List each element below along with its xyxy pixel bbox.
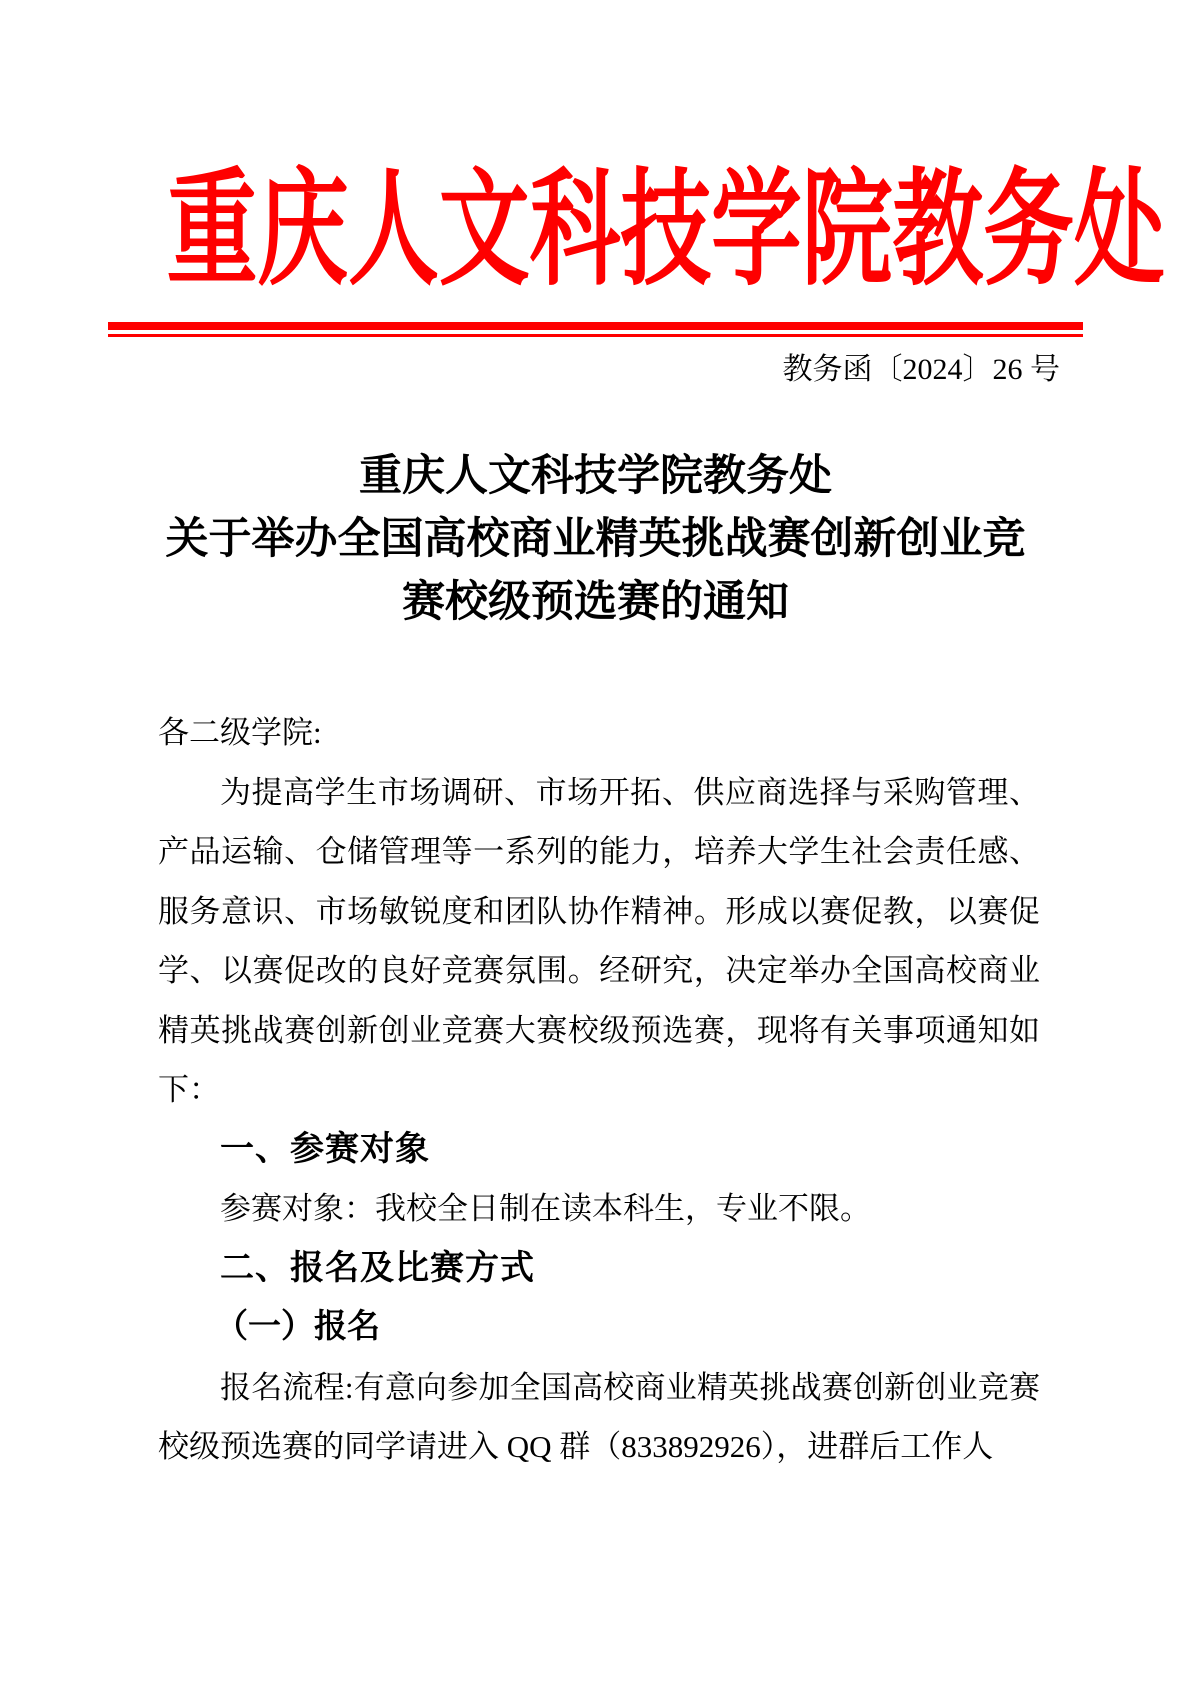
section-1-heading: 一、参赛对象 (220, 1129, 430, 1168)
section-2-heading: 二、报名及比赛方式 (220, 1248, 535, 1287)
section-2-sub-heading: （一）报名 (215, 1309, 380, 1345)
document-body (158, 703, 1040, 1477)
doc-title (0, 445, 1191, 634)
double-rule (108, 322, 1083, 337)
doc-title-line1: 重庆人文科技学院教务处 (359, 453, 832, 500)
doc-title-line2: 关于举办全国高校商业精英挑战赛创新创业竞 (165, 516, 1026, 563)
rule-thin (108, 334, 1083, 337)
intro-paragraph: 为提高学生市场调研、市场开拓、供应商选择与采购管理、产品运输、仓储管理等一系列的能力，培养大学生社会责任感、服务意识、市场敏锐度和团队协作精神。形成以赛促教，以赛促学、以赛促改的良好竞赛氛围。经研究，决定举办全国高校商业精英挑战赛创新创业竞赛大赛校级预选赛，现将有关事项通知如下： (158, 774, 1040, 1107)
doc-number: 教务函〔2024〕26 号 (782, 353, 1060, 386)
doc-title-line3: 赛校级预选赛的通知 (402, 579, 789, 626)
rule-thick (108, 322, 1083, 330)
salutation: 各二级学院: (158, 715, 322, 750)
section-1-text: 参赛对象：我校全日制在读本科生，专业不限。 (220, 1191, 871, 1226)
masthead-title: 重庆人文科技学院教务处 (166, 162, 1165, 301)
registration-paragraph: 报名流程:有意向参加全国高校商业精英挑战赛创新创业竞赛校级预选赛的同学请进入 QQ 群（833892926），进群后工作人 (158, 1369, 1040, 1464)
